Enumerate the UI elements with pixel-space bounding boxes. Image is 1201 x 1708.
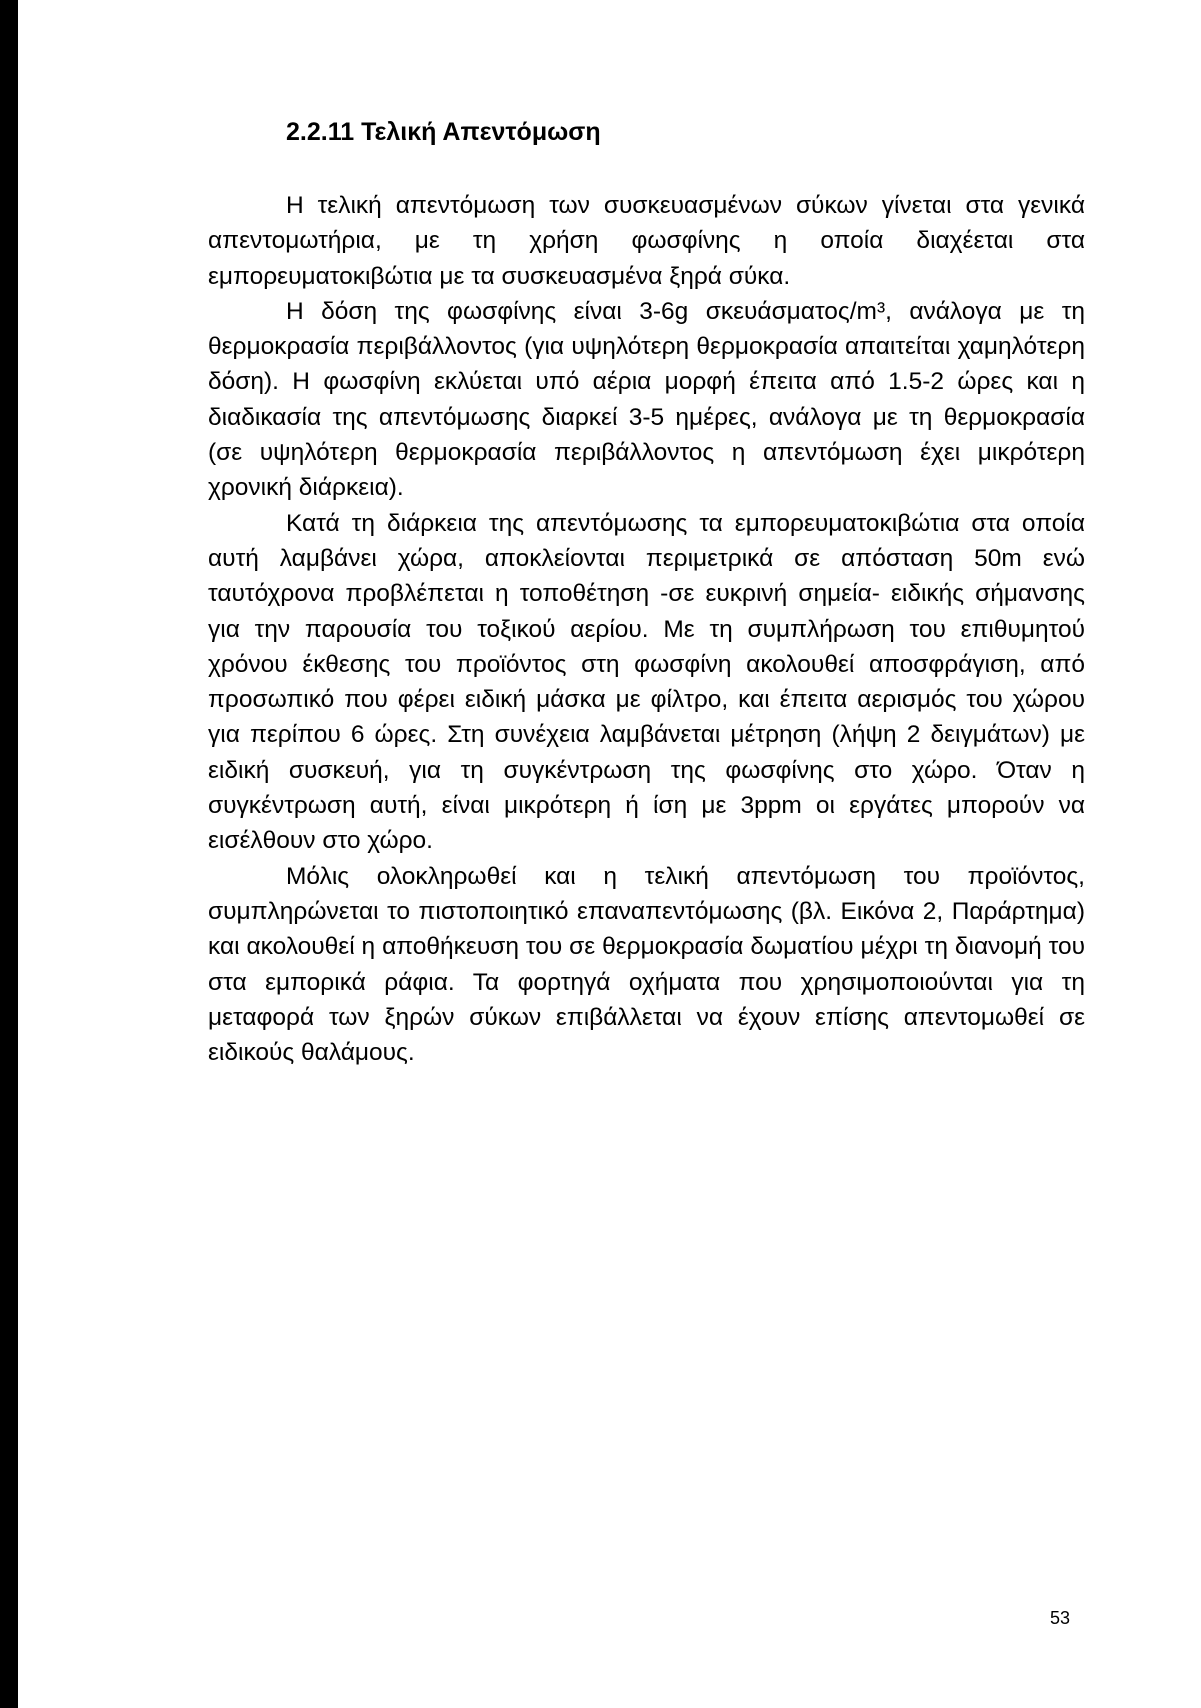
section-heading: 2.2.11 Τελική Απεντόμωση: [286, 118, 601, 146]
paragraph-dosage: Η δόση της φωσφίνης είναι 3-6g σκευάσματος/m³, ανάλογα με τη θερμοκρασία περιβάλλοντος (για υψηλότερη θερμοκρασία απαιτείται χαμηλότερη δόση). Η φωσφίνη εκλύεται υπό αέρια μορφή έπειτα από 1.5-2 ώρες και η διαδικασία της απεντόμωσης διαρκεί 3-5 ημέρες, ανάλογα με τη θερμοκρασία (σε υψηλότερη θερμοκρασία περιβάλλοντος η απεντόμωση έχει μικρότερη χρονική διάρκεια).: [208, 297, 1085, 502]
paragraph-safety: Κατά τη διάρκεια της απεντόμωσης τα εμπορευματοκιβώτια στα οποία αυτή λαμβάνει χώρα, αποκλείονται περιμετρικά σε απόσταση 50m ενώ ταυτόχρονα προβλέπεται η τοποθέτηση -σε ευκρινή σημεία- ειδικής σήμανσης για την παρουσία του τοξικού αερίου. Με τη συμπλήρωση του επιθυμητού χρόνου έκθεσης του προϊόντος στη φωσφίνη ακολουθεί αποσφράγιση, από προσωπικό που φέρει ειδική μάσκα με φίλτρο, και έπειτα αερισμός του χώρου για περίπου 6 ώρες. Στη συνέχεια λαμβάνεται μέτρηση (λήψη 2 δειγμάτων) με ειδική συσκευή, για τη συγκέντρωση της φωσφίνης στο χώρο. Όταν η συγκέντρωση αυτή, είναι μικρότερη ή ίση με 3ppm οι εργάτες μπορούν να εισέλθουν στο χώρο.: [208, 509, 1085, 855]
paragraph-intro: Η τελική απεντόμωση των συσκευασμένων σύκων γίνεται στα γενικά απεντομωτήρια, με τη χρήση φωσφίνης η οποία διαχέεται στα εμπορευματοκιβώτια με τα συσκευασμένα ξηρά σύκα.: [208, 192, 1085, 290]
document-sheet: [18, 0, 1201, 1708]
page-number: 53: [1050, 1608, 1071, 1628]
paragraph-completion: Μόλις ολοκληρωθεί και η τελική απεντόμωση του προϊόντος, συμπληρώνεται το πιστοποιητικό επαναπεντόμωσης (βλ. Εικόνα 2, Παράρτημα) και ακολουθεί η αποθήκευση του σε θερμοκρασία δωματίου μέχρι τη διανομή του στα εμπορικά ράφια. Τα φορτηγά οχήματα που χρησιμοποιούνται για τη μεταφορά των ξηρών σύκων επιβάλλεται να έχουν επίσης απεντομωθεί σε ειδικούς θαλάμους.: [208, 862, 1085, 1067]
section-body: [208, 188, 1085, 1070]
